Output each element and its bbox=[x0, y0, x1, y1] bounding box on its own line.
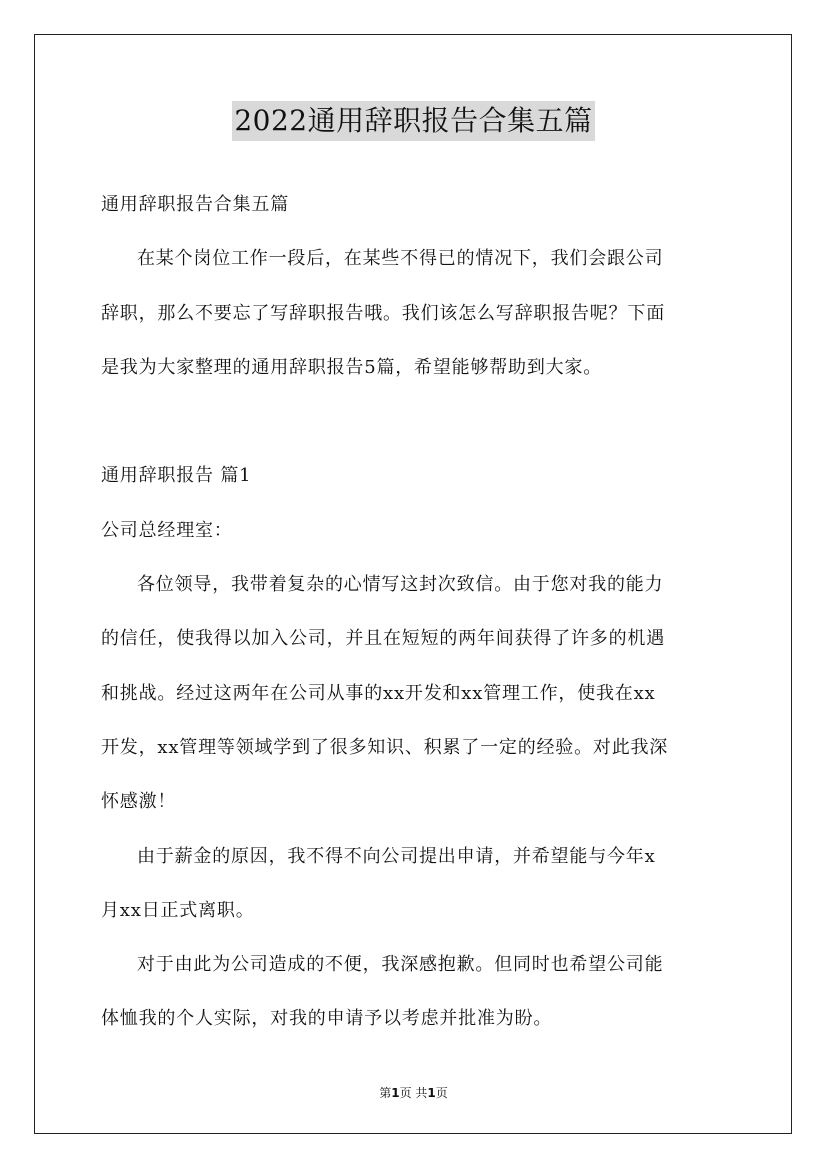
document-subtitle: 通用辞职报告合集五篇 bbox=[101, 194, 289, 215]
para2-line-2: 月xx日正式离职。 bbox=[101, 899, 255, 921]
footer-page-total: 1 bbox=[427, 1086, 436, 1100]
para2-line-1: 由于薪金的原因，我不得不向公司提出申请，并希望能与今年x bbox=[137, 845, 656, 867]
title-container bbox=[0, 101, 827, 141]
document-title: 2022通用辞职报告合集五篇 bbox=[232, 101, 594, 141]
intro-line-2: 辞职，那么不要忘了写辞职报告哦。我们该怎么写辞职报告呢？下面 bbox=[101, 302, 665, 324]
intro-line-1: 在某个岗位工作一段后，在某些不得已的情况下，我们会跟公司 bbox=[137, 248, 664, 270]
spacer bbox=[101, 395, 727, 449]
footer-page-current: 1 bbox=[391, 1086, 400, 1100]
intro-line-3: 是我为大家整理的通用辞职报告5篇，希望能够帮助到大家。 bbox=[101, 356, 603, 378]
document-body bbox=[101, 178, 727, 1047]
footer-mid: 页 共 bbox=[399, 1086, 428, 1100]
footer-prefix: 第 bbox=[379, 1086, 392, 1100]
footer-suffix: 页 bbox=[435, 1086, 448, 1100]
para1-line-2: 的信任，使我得以加入公司，并且在短短的两年间获得了许多的机遇 bbox=[101, 628, 665, 650]
para1-line-3: 和挑战。经过这两年在公司从事的xx开发和xx管理工作，使我在xx bbox=[101, 682, 656, 704]
para1-line-5: 怀感激！ bbox=[101, 791, 177, 813]
para3-line-1: 对于由此为公司造成的不便，我深感抱歉。但同时也希望公司能 bbox=[137, 954, 664, 976]
para1-line-4: 开发，xx管理等领域学到了很多知识、积累了一定的经验。对此我深 bbox=[101, 736, 669, 758]
page-footer bbox=[0, 1084, 827, 1101]
para3-line-2: 体恤我的个人实际，对我的申请予以考虑并批准为盼。 bbox=[101, 1008, 553, 1030]
para1-line-1: 各位领导，我带着复杂的心情写这封次致信。由于您对我的能力 bbox=[137, 574, 664, 596]
section-heading: 通用辞职报告 篇1 bbox=[101, 465, 252, 487]
salutation: 公司总经理室： bbox=[101, 519, 233, 541]
